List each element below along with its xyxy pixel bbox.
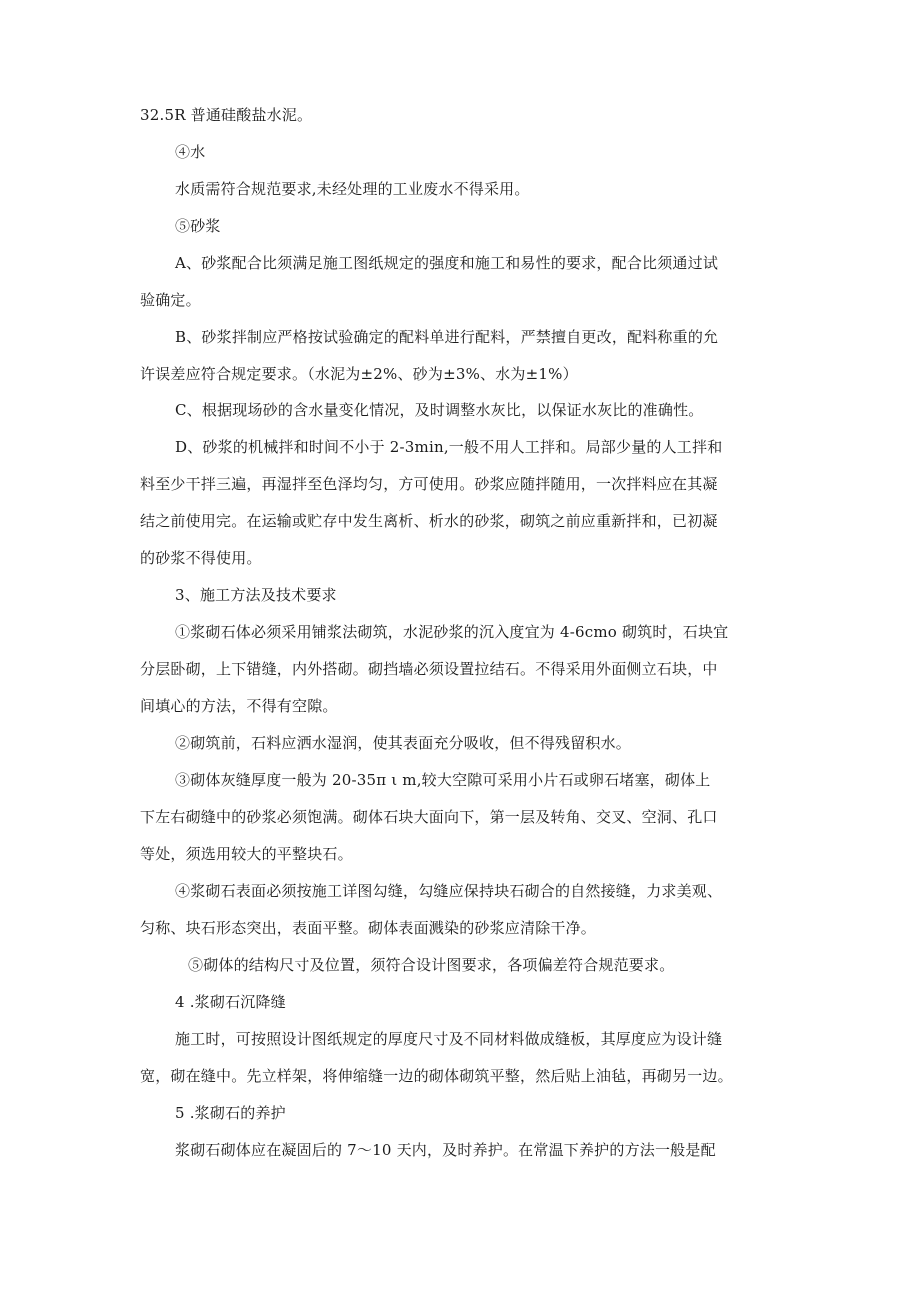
section-heading-mortar: ⑤砂浆 [175,217,221,235]
text-line: 施工时，可按照设计图纸规定的厚度尺寸及不同材料做成缝板，其厚度应为设计缝 [175,1030,723,1048]
text-line: 匀称、块石形态突出，表面平整。砌体表面溅染的砂浆应清除干净。 [140,919,597,937]
text-line: D、砂浆的机械拌和时间不小于 2-3min,一般不用人工拌和。局部少量的人工拌和 [175,438,723,456]
text-line: ⑤砌体的结构尺寸及位置，须符合设计图要求，各项偏差符合规范要求。 [188,956,675,974]
text-line: A、砂浆配合比须满足施工图纸规定的强度和施工和易性的要求，配合比须通过试 [175,254,719,272]
text-line: ③砌体灰缝厚度一般为 20-35π ι m,较大空隙可采用小片石或卵石堵塞，砌体上 [175,771,711,789]
text-line: 水质需符合规范要求,未经处理的工业废水不得采用。 [175,180,530,198]
section-heading-water: ④水 [175,143,206,161]
text-line: 下左右砌缝中的砂浆必须饱满。砌体石块大面向下，第一层及转角、交叉、空洞、孔口 [140,808,718,826]
text-line: 宽，砌在缝中。先立样架，将伸缩缝一边的砌体砌筑平整，然后贴上油毡，再砌另一边。 [140,1067,733,1085]
text-line: 间填心的方法，不得有空隙。 [140,697,338,715]
text-line: 等处，须选用较大的平整块石。 [140,845,353,863]
text-line: 结之前使用完。在运输或贮存中发生离析、析水的砂浆，砌筑之前应重新拌和，已初凝 [140,512,718,530]
section-heading-settlement-joint: 4 .浆砌石沉降缝 [175,993,286,1011]
text-line: ②砌筑前，石料应洒水湿润，使其表面充分吸收，但不得残留积水。 [175,734,632,752]
text-line: ④浆砌石表面必须按施工详图勾缝，勾缝应保持块石砌合的自然接缝，力求美观、 [175,882,723,900]
text-line: ①浆砌石体必须采用铺浆法砌筑，水泥砂浆的沉入度宜为 4-6cmo 砌筑时，石块宜 [175,623,729,641]
section-heading-curing: 5 .浆砌石的养护 [175,1104,286,1122]
text-line: C、根据现场砂的含水量变化情况，及时调整水灰比，以保证水灰比的准确性。 [175,401,704,419]
text-line: 验确定。 [140,291,201,309]
text-line: 的砂浆不得使用。 [140,549,262,567]
text-line: B、砂浆拌制应严格按试验确定的配料单进行配料，严禁擅自更改，配料称重的允 [175,328,719,346]
text-line: 浆砌石砌体应在凝固后的 7～10 天内，及时养护。在常温下养护的方法一般是配 [175,1141,716,1159]
text-line: 许误差应符合规定要求。（水泥为±2%、砂为±3%、水为±1%） [140,365,578,383]
section-heading-construction-method: 3、施工方法及技术要求 [175,586,337,604]
text-line: 32.5R 普通硅酸盐水泥。 [140,106,313,124]
text-line: 料至少干拌三遍，再湿拌至色泽均匀，方可使用。砂浆应随拌随用，一次拌料应在其凝 [140,475,718,493]
text-line: 分层卧砌，上下错缝，内外搭砌。砌挡墙必须设置拉结石。不得采用外面侧立石块，中 [140,660,718,678]
